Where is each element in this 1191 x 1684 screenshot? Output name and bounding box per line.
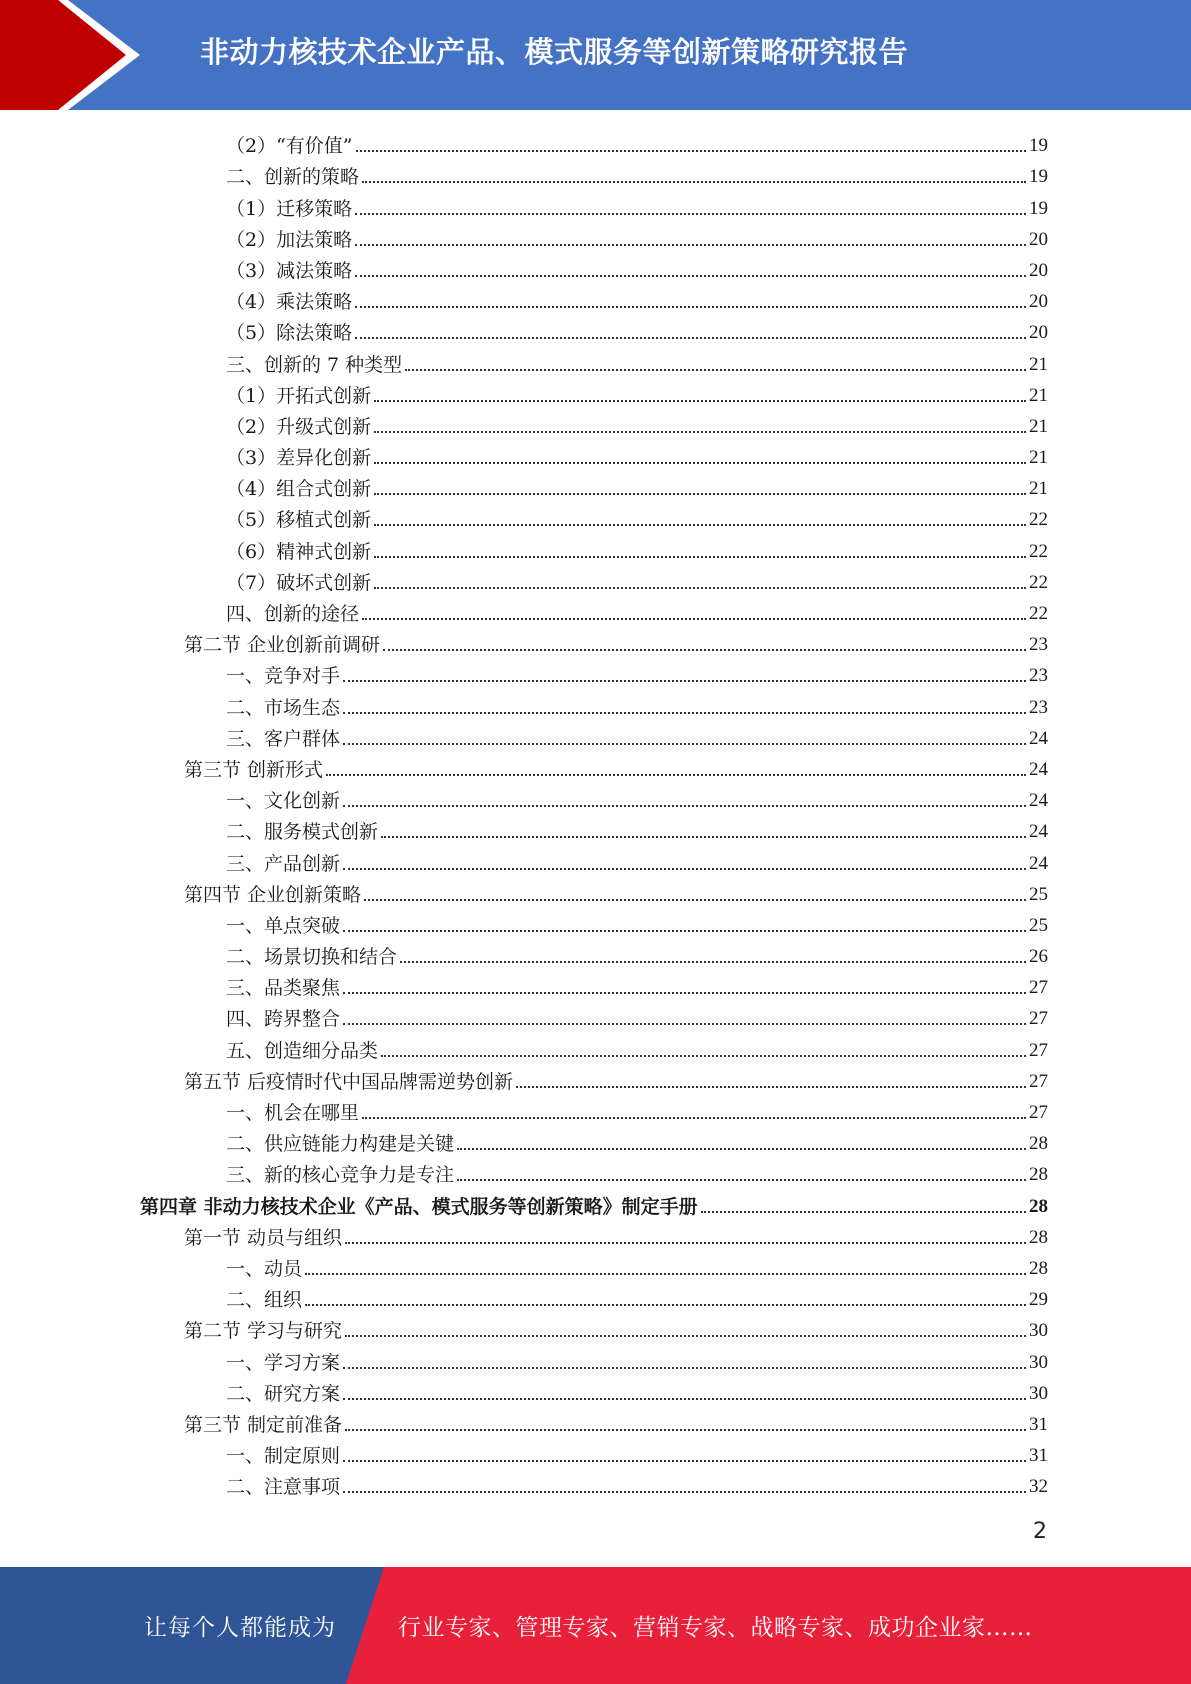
toc-dot-leader: [374, 556, 1026, 558]
toc-dot-leader: [355, 337, 1026, 339]
toc-entry-title: 一、文化创新: [226, 790, 341, 813]
toc-entry-page: 31: [1029, 1413, 1048, 1435]
toc-entry-page: 24: [1029, 790, 1048, 812]
toc-entry-page: 27: [1029, 1039, 1048, 1061]
toc-entry[interactable]: [140, 345, 1048, 376]
toc-entry[interactable]: [140, 938, 1048, 969]
toc-entry-title: （4）组合式创新: [226, 478, 372, 501]
toc-entry[interactable]: [140, 1187, 1048, 1218]
toc-entry-page: 21: [1029, 353, 1048, 375]
toc-entry-title: （7）破坏式创新: [226, 571, 372, 594]
toc-entry-title: 二、组织: [226, 1289, 303, 1312]
toc-entry-title: 第三节 制定前准备: [184, 1413, 343, 1436]
toc-entry[interactable]: [140, 657, 1048, 688]
toc-entry[interactable]: [140, 314, 1048, 345]
toc-entry-title: 第四节 企业创新策略: [184, 883, 362, 906]
footer-roles: 行业专家、管理专家、营销专家、战略专家、成功企业家……: [398, 1615, 1033, 1641]
toc-entry-page: 27: [1029, 1102, 1048, 1123]
toc-entry[interactable]: [140, 1375, 1048, 1406]
toc-dot-leader: [343, 1491, 1026, 1493]
toc-entry-title: （1）迁移策略: [226, 197, 353, 220]
toc-entry-title: （3）差异化创新: [226, 447, 372, 470]
toc-entry[interactable]: [140, 1156, 1048, 1187]
toc-entry-title: （6）精神式创新: [226, 540, 372, 563]
toc-entry[interactable]: [140, 1063, 1048, 1094]
toc-entry-page: 27: [1029, 1008, 1048, 1030]
toc-dot-leader: [457, 1148, 1026, 1150]
toc-entry-page: 30: [1029, 1320, 1048, 1342]
toc-dot-leader: [374, 493, 1026, 495]
toc-entry-page: 23: [1029, 665, 1048, 687]
toc-entry-title: （3）减法策略: [226, 259, 353, 282]
toc-entry-page: 27: [1029, 1070, 1048, 1092]
toc-dot-leader: [343, 743, 1026, 745]
toc-dot-leader: [355, 244, 1026, 246]
toc-dot-leader: [343, 1460, 1026, 1462]
toc-entry[interactable]: [140, 1437, 1048, 1468]
page-footer: [0, 1567, 1191, 1684]
toc-entry-title: 一、动员: [226, 1257, 303, 1280]
toc-entry-page: 28: [1029, 1257, 1048, 1279]
toc-entry-title: 第一节 动员与组织: [184, 1226, 343, 1249]
toc-entry-title: 二、场景切换和结合: [226, 946, 398, 969]
toc-entry-page: 30: [1029, 1351, 1048, 1373]
toc-entry[interactable]: [140, 1094, 1048, 1125]
toc-entry-page: 21: [1029, 447, 1048, 469]
toc-entry[interactable]: [140, 1000, 1048, 1031]
footer-slogan: 让每个人都能成为: [144, 1615, 336, 1641]
toc-entry-title: 三、产品创新: [226, 852, 341, 875]
toc-dot-leader: [374, 400, 1026, 402]
toc-dot-leader: [364, 899, 1026, 901]
toc-entry[interactable]: [140, 470, 1048, 501]
toc-entry[interactable]: [140, 221, 1048, 252]
toc-dot-leader: [305, 1273, 1026, 1275]
toc-entry-title: 四、创新的途径: [226, 603, 360, 625]
toc-entry-page: 20: [1029, 291, 1048, 313]
toc-entry-title: （4）乘法策略: [226, 291, 353, 314]
toc-dot-leader: [355, 275, 1026, 277]
toc-entry-page: 23: [1029, 634, 1048, 656]
toc-entry-page: 28: [1029, 1195, 1048, 1217]
toc-entry[interactable]: [140, 1219, 1048, 1250]
toc-dot-leader: [381, 1055, 1026, 1057]
toc-entry-page: 24: [1029, 727, 1048, 749]
toc-dot-leader: [345, 1242, 1026, 1244]
toc-dot-leader: [374, 587, 1026, 589]
toc-entry-title: 三、客户群体: [226, 727, 341, 750]
toc-entry-page: 22: [1029, 603, 1048, 624]
toc-entry-title: 二、研究方案: [226, 1382, 341, 1405]
toc-entry-page: 25: [1029, 914, 1048, 936]
toc-entry-page: 24: [1029, 852, 1048, 874]
toc-entry-page: 23: [1029, 696, 1048, 718]
toc-entry-title: （5）除法策略: [226, 322, 353, 345]
toc-entry-title: （5）移植式创新: [226, 509, 372, 532]
toc-dot-leader: [516, 1086, 1026, 1088]
toc-dot-leader: [355, 306, 1026, 308]
toc-entry-title: 一、竞争对手: [226, 665, 341, 688]
toc-entry[interactable]: [140, 688, 1048, 719]
toc-entry-page: 19: [1029, 166, 1048, 188]
toc-entry[interactable]: [140, 1406, 1048, 1437]
toc-entry-title: 二、服务模式创新: [226, 821, 379, 844]
toc-entry[interactable]: [140, 751, 1048, 782]
toc-dot-leader: [381, 836, 1026, 838]
toc-dot-leader: [362, 181, 1026, 183]
toc-entry-page: 22: [1029, 509, 1048, 531]
toc-entry-page: 27: [1029, 977, 1048, 999]
toc-entry-page: 22: [1029, 571, 1048, 593]
toc-entry-title: 三、品类聚焦: [226, 977, 341, 1000]
toc-dot-leader: [400, 961, 1026, 963]
toc-entry[interactable]: [140, 907, 1048, 938]
toc-entry-page: 24: [1029, 758, 1048, 780]
toc-entry-title: （2）加法策略: [226, 228, 353, 251]
toc-dot-leader: [343, 1398, 1026, 1400]
toc-dot-leader: [343, 1367, 1026, 1369]
table-of-contents: [140, 127, 1048, 1499]
toc-dot-leader: [405, 369, 1026, 371]
toc-entry[interactable]: [140, 595, 1048, 626]
toc-entry-page: 21: [1029, 384, 1048, 406]
toc-entry-page: 28: [1029, 1226, 1048, 1248]
toc-entry[interactable]: [140, 377, 1048, 408]
toc-entry-title: 一、单点突破: [226, 914, 341, 937]
toc-entry-page: 22: [1029, 540, 1048, 562]
toc-entry-title: 一、制定原则: [226, 1445, 341, 1468]
toc-entry-page: 20: [1029, 322, 1048, 344]
toc-entry-page: 26: [1029, 946, 1048, 968]
toc-entry[interactable]: [140, 1343, 1048, 1374]
toc-entry-title: （2）“有价值”: [226, 135, 353, 158]
toc-entry[interactable]: [140, 876, 1048, 907]
toc-entry[interactable]: [140, 283, 1048, 314]
toc-entry-page: 25: [1029, 883, 1048, 905]
toc-entry-title: 三、创新的 7 种类型: [226, 353, 403, 376]
page-number: 2: [1033, 1519, 1047, 1544]
toc-entry-title: 五、创造细分品类: [226, 1039, 379, 1062]
toc-entry[interactable]: [140, 969, 1048, 1000]
toc-entry[interactable]: [140, 252, 1048, 283]
toc-dot-leader: [343, 712, 1026, 714]
toc-dot-leader: [374, 462, 1026, 464]
toc-dot-leader: [374, 524, 1026, 526]
toc-dot-leader: [305, 1304, 1026, 1306]
toc-entry-title: 二、供应链能力构建是关键: [226, 1133, 455, 1156]
toc-entry-page: 32: [1029, 1476, 1048, 1498]
toc-entry[interactable]: [140, 532, 1048, 563]
toc-entry[interactable]: [140, 408, 1048, 439]
toc-entry[interactable]: [140, 158, 1048, 189]
toc-entry-title: 第二节 企业创新前调研: [184, 634, 381, 657]
toc-entry-title: 二、创新的策略: [226, 166, 360, 189]
toc-dot-leader: [362, 618, 1026, 620]
toc-entry-page: 21: [1029, 478, 1048, 500]
toc-entry[interactable]: [140, 1281, 1048, 1312]
toc-entry-title: 一、机会在哪里: [226, 1102, 360, 1124]
toc-entry-title: （1）开拓式创新: [226, 384, 372, 407]
toc-entry-title: 一、学习方案: [226, 1351, 341, 1374]
toc-entry[interactable]: [140, 564, 1048, 595]
toc-entry-title: 第五节 后疫情时代中国品牌需逆势创新: [184, 1070, 514, 1093]
toc-entry[interactable]: [140, 1312, 1048, 1343]
toc-dot-leader: [343, 992, 1026, 994]
toc-entry[interactable]: [140, 1250, 1048, 1281]
toc-dot-leader: [326, 774, 1026, 776]
toc-dot-leader: [343, 868, 1026, 870]
toc-dot-leader: [345, 1335, 1026, 1337]
toc-dot-leader: [356, 150, 1026, 152]
toc-entry[interactable]: [140, 1125, 1048, 1156]
toc-dot-leader: [345, 1429, 1026, 1431]
toc-entry-page: 20: [1029, 259, 1048, 281]
toc-dot-leader: [355, 213, 1026, 215]
toc-entry-title: 二、市场生态: [226, 696, 341, 719]
toc-entry-page: 19: [1029, 135, 1048, 157]
toc-entry-page: 28: [1029, 1133, 1048, 1155]
toc-entry[interactable]: [140, 1468, 1048, 1499]
toc-entry-page: 20: [1029, 228, 1048, 250]
toc-entry-page: 28: [1029, 1164, 1048, 1186]
toc-dot-leader: [383, 649, 1026, 651]
toc-entry[interactable]: [140, 782, 1048, 813]
toc-dot-leader: [701, 1211, 1026, 1213]
toc-entry[interactable]: [140, 189, 1048, 220]
toc-entry[interactable]: [140, 1031, 1048, 1062]
toc-entry-page: 21: [1029, 415, 1048, 437]
toc-entry[interactable]: [140, 813, 1048, 844]
toc-entry[interactable]: [140, 720, 1048, 751]
toc-dot-leader: [374, 431, 1026, 433]
toc-dot-leader: [343, 930, 1026, 932]
toc-entry-title: 二、注意事项: [226, 1476, 341, 1499]
page-header: [0, 0, 1191, 110]
toc-dot-leader: [343, 805, 1026, 807]
toc-dot-leader: [362, 1117, 1026, 1119]
toc-entry-page: 24: [1029, 821, 1048, 843]
toc-entry-title: 第四章 非动力核技术企业《产品、模式服务等创新策略》制定手册: [140, 1195, 698, 1218]
toc-entry[interactable]: [140, 626, 1048, 657]
toc-entry-page: 19: [1029, 197, 1048, 219]
toc-entry-title: 四、跨界整合: [226, 1008, 341, 1031]
toc-entry-title: 三、新的核心竞争力是专注: [226, 1164, 455, 1187]
toc-entry-title: 第二节 学习与研究: [184, 1320, 343, 1343]
toc-entry-title: 第三节 创新形式: [184, 758, 324, 781]
toc-entry[interactable]: [140, 127, 1048, 158]
report-title: 非动力核技术企业产品、模式服务等创新策略研究报告: [200, 34, 909, 69]
toc-dot-leader: [457, 1179, 1026, 1181]
toc-dot-leader: [343, 680, 1026, 682]
toc-entry-page: 29: [1029, 1289, 1048, 1311]
toc-entry-title: （2）升级式创新: [226, 415, 372, 438]
toc-entry-page: 30: [1029, 1382, 1048, 1404]
toc-entry[interactable]: [140, 844, 1048, 875]
toc-dot-leader: [343, 1023, 1026, 1025]
toc-entry[interactable]: [140, 501, 1048, 532]
toc-entry-page: 31: [1029, 1445, 1048, 1467]
toc-entry[interactable]: [140, 439, 1048, 470]
